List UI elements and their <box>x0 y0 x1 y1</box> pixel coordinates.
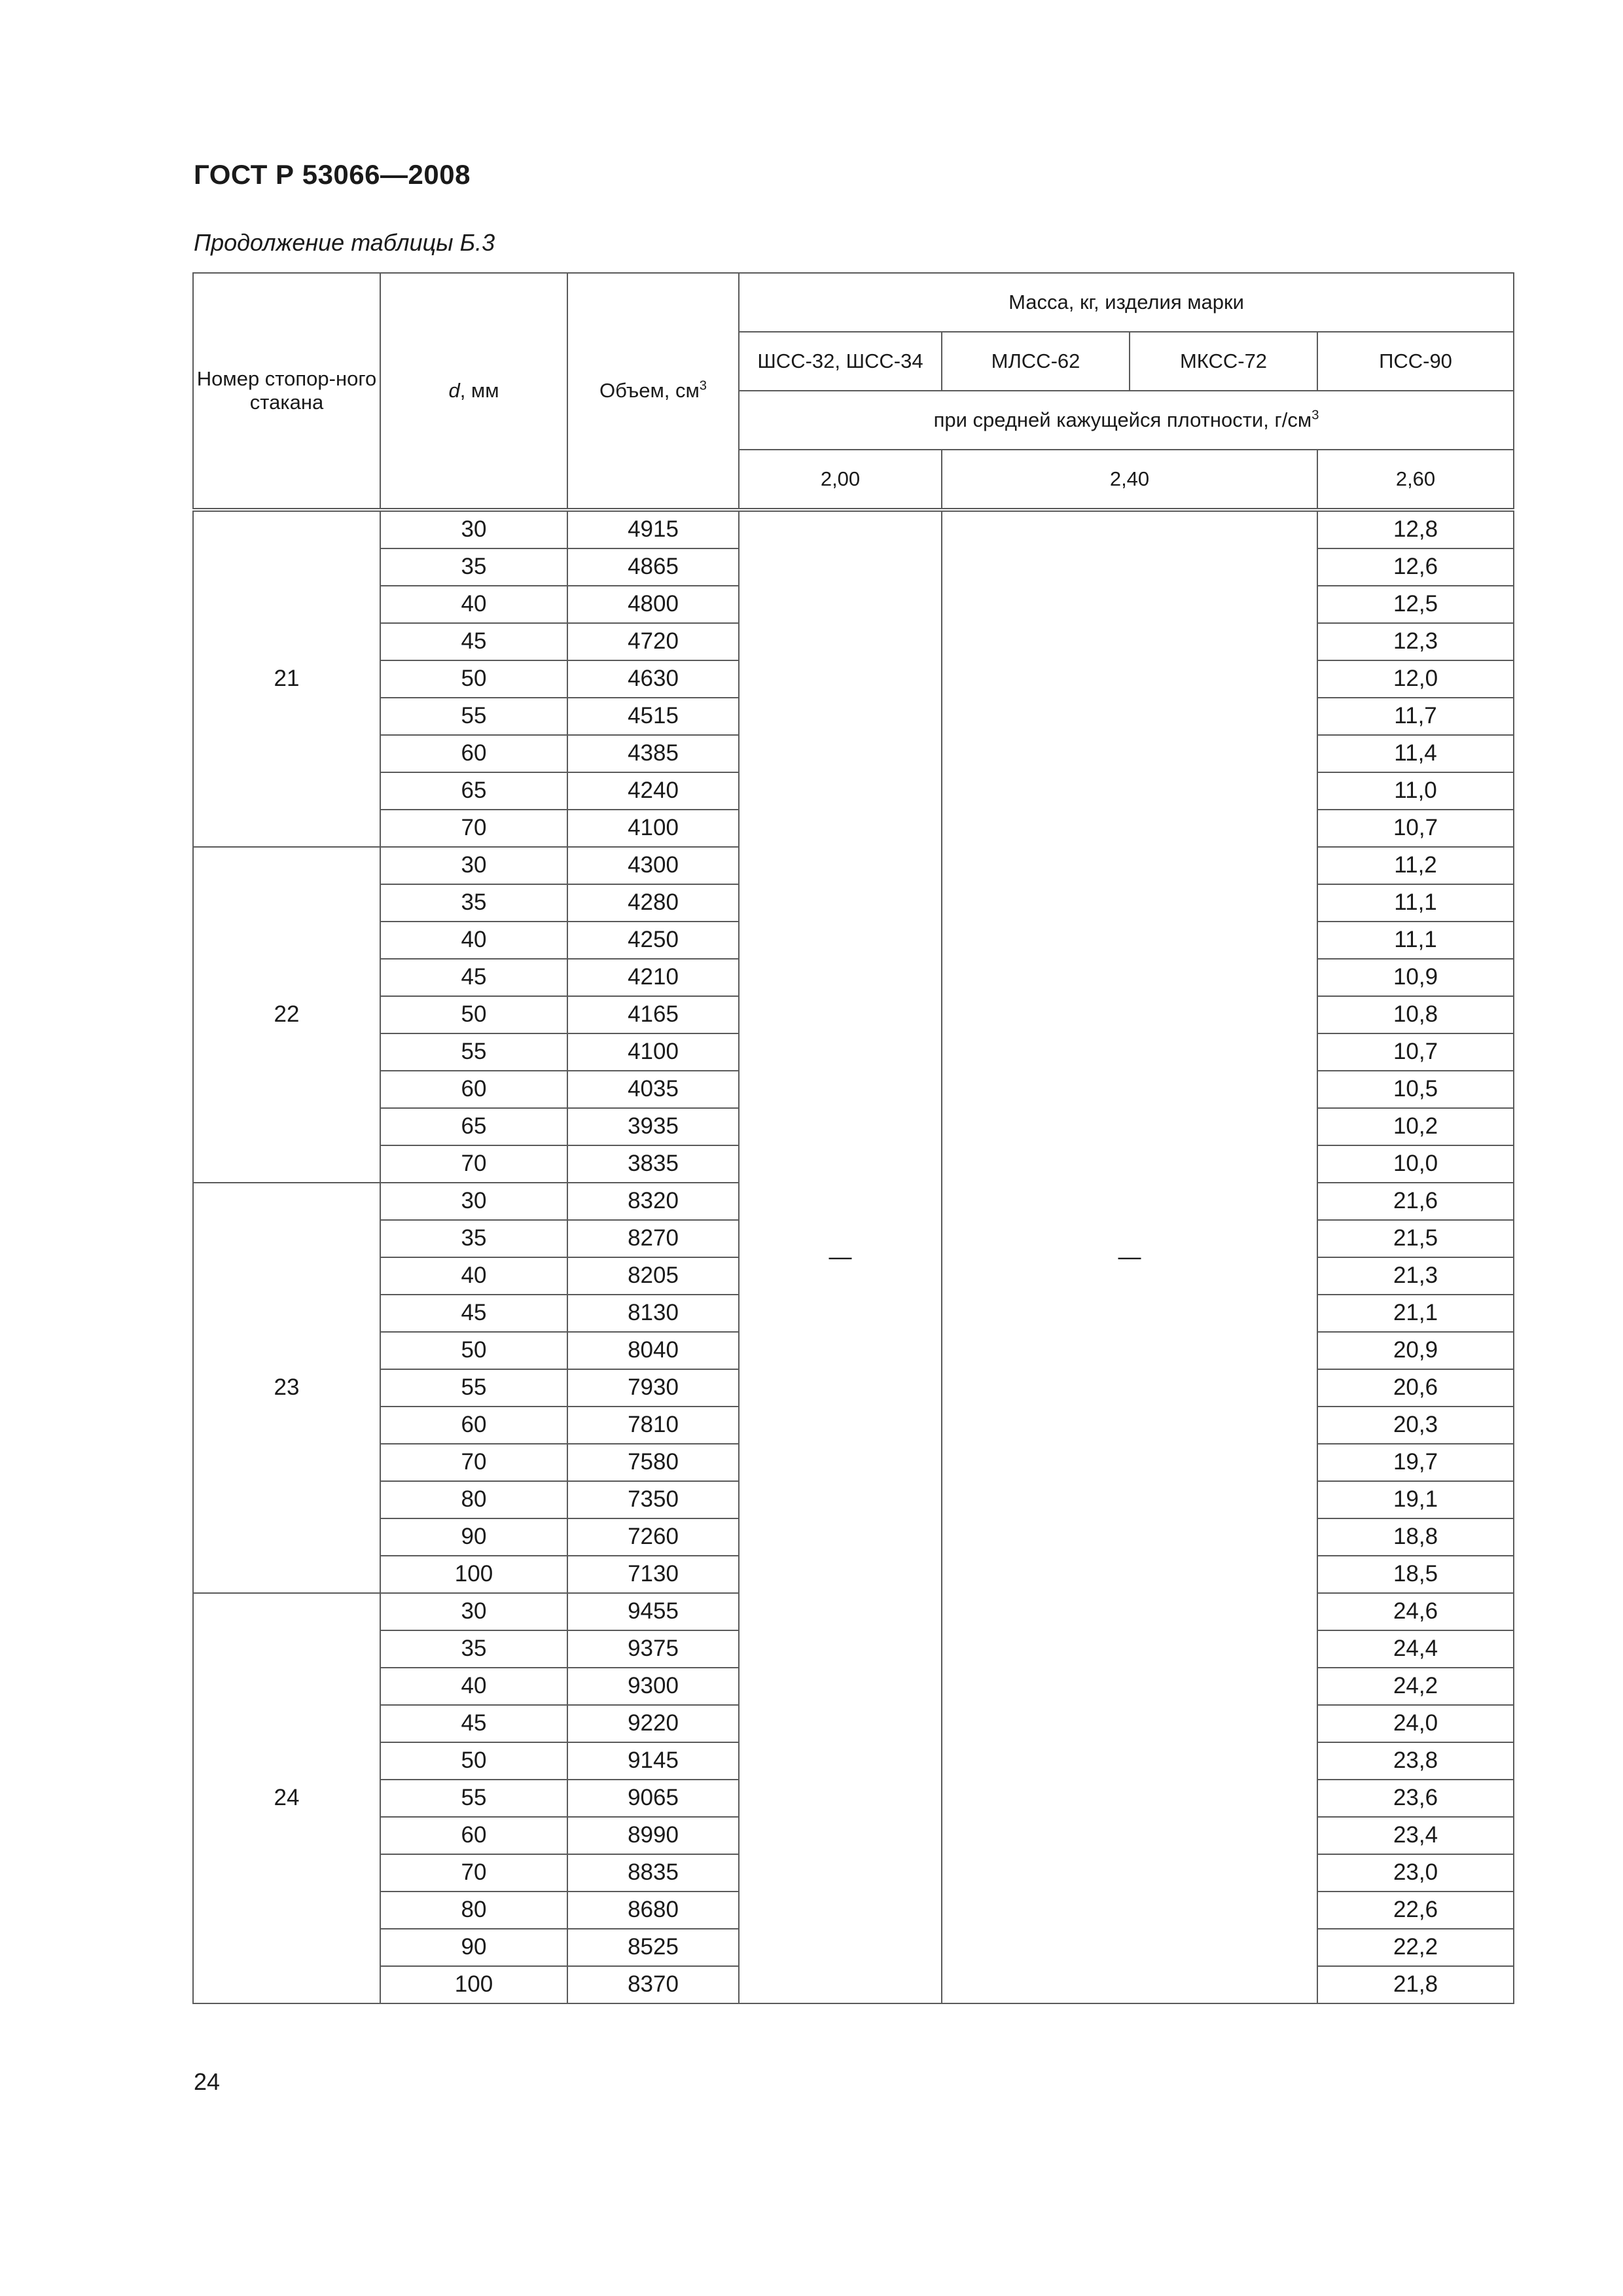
mass-pss-cell: 18,5 <box>1317 1556 1514 1593</box>
d-cell: 60 <box>380 1817 567 1854</box>
table-row <box>193 510 1514 548</box>
mass-pss-cell: 24,2 <box>1317 1668 1514 1705</box>
mass-pss-cell: 22,6 <box>1317 1892 1514 1929</box>
mass-pss-cell: 10,7 <box>1317 1033 1514 1071</box>
d-cell: 35 <box>380 884 567 922</box>
d-cell: 100 <box>380 1556 567 1593</box>
mass-pss-cell: 10,2 <box>1317 1108 1514 1145</box>
d-cell: 30 <box>380 847 567 884</box>
d-cell: 100 <box>380 1966 567 2003</box>
stopper-number-cell: 22 <box>193 847 380 1183</box>
volume-cell: 8130 <box>567 1295 739 1332</box>
mass-pss-cell: 21,3 <box>1317 1257 1514 1295</box>
d-cell: 40 <box>380 922 567 959</box>
d-cell: 90 <box>380 1929 567 1966</box>
mass-pss-cell: 20,3 <box>1317 1407 1514 1444</box>
d-cell: 60 <box>380 1407 567 1444</box>
header-d-mm <box>380 273 567 510</box>
volume-cell: 4630 <box>567 660 739 698</box>
d-cell: 35 <box>380 1630 567 1668</box>
volume-cell: 8680 <box>567 1892 739 1929</box>
volume-cell: 9455 <box>567 1593 739 1630</box>
d-cell: 45 <box>380 623 567 660</box>
d-cell: 65 <box>380 1108 567 1145</box>
header-density-2-40: 2,40 <box>942 450 1317 510</box>
mass-pss-cell: 20,9 <box>1317 1332 1514 1369</box>
volume-cell: 8990 <box>567 1817 739 1854</box>
volume-cell: 8320 <box>567 1183 739 1220</box>
d-cell: 45 <box>380 1295 567 1332</box>
volume-cell: 4250 <box>567 922 739 959</box>
volume-cell: 9300 <box>567 1668 739 1705</box>
volume-cell: 4100 <box>567 810 739 847</box>
mass-pss-cell: 11,7 <box>1317 698 1514 735</box>
volume-cell: 3835 <box>567 1145 739 1183</box>
volume-cell: 4915 <box>567 510 739 548</box>
mass-pss-cell: 18,8 <box>1317 1518 1514 1556</box>
d-cell: 70 <box>380 1444 567 1481</box>
mass-pss-cell: 21,5 <box>1317 1220 1514 1257</box>
header-brand-shss: ШСС-32, ШСС-34 <box>739 332 942 391</box>
mass-pss-cell: 23,4 <box>1317 1817 1514 1854</box>
d-cell: 50 <box>380 660 567 698</box>
mass-pss-cell: 24,6 <box>1317 1593 1514 1630</box>
mass-pss-cell: 12,8 <box>1317 510 1514 548</box>
volume-cell: 4165 <box>567 996 739 1033</box>
header-volume-sup: 3 <box>699 378 707 393</box>
d-cell: 35 <box>380 548 567 586</box>
mass-pss-cell: 10,0 <box>1317 1145 1514 1183</box>
mass-pss-cell: 22,2 <box>1317 1929 1514 1966</box>
d-cell: 40 <box>380 586 567 623</box>
d-cell: 45 <box>380 1705 567 1742</box>
header-volume <box>567 273 739 510</box>
d-cell: 50 <box>380 996 567 1033</box>
mass-pss-cell: 11,2 <box>1317 847 1514 884</box>
volume-cell: 4210 <box>567 959 739 996</box>
volume-cell: 4240 <box>567 772 739 810</box>
d-cell: 30 <box>380 1183 567 1220</box>
header-density-2-60: 2,60 <box>1317 450 1514 510</box>
d-cell: 65 <box>380 772 567 810</box>
mass-pss-cell: 11,1 <box>1317 922 1514 959</box>
d-cell: 30 <box>380 510 567 548</box>
d-cell: 40 <box>380 1257 567 1295</box>
header-brand-mlss: МЛСС-62 <box>942 332 1130 391</box>
d-cell: 50 <box>380 1742 567 1780</box>
d-cell: 90 <box>380 1518 567 1556</box>
mass-pss-cell: 21,6 <box>1317 1183 1514 1220</box>
mass-pss-cell: 10,7 <box>1317 810 1514 847</box>
header-mass: Масса, кг, изделия марки <box>739 273 1514 332</box>
table-body <box>193 510 1514 2003</box>
volume-cell: 4515 <box>567 698 739 735</box>
volume-cell: 4800 <box>567 586 739 623</box>
volume-cell: 7350 <box>567 1481 739 1518</box>
mass-pss-cell: 19,1 <box>1317 1481 1514 1518</box>
volume-cell: 4035 <box>567 1071 739 1108</box>
volume-cell: 4300 <box>567 847 739 884</box>
d-cell: 70 <box>380 1145 567 1183</box>
header-d-letter: d <box>448 379 460 403</box>
d-cell: 55 <box>380 698 567 735</box>
mass-pss-cell: 11,4 <box>1317 735 1514 772</box>
mass-pss-cell: 23,0 <box>1317 1854 1514 1892</box>
volume-cell: 4720 <box>567 623 739 660</box>
volume-cell: 8040 <box>567 1332 739 1369</box>
d-cell: 55 <box>380 1033 567 1071</box>
volume-cell: 7130 <box>567 1556 739 1593</box>
mass-table <box>192 272 1514 2004</box>
mass-pss-cell: 23,6 <box>1317 1780 1514 1817</box>
header-density-2-00: 2,00 <box>739 450 942 510</box>
d-cell: 55 <box>380 1780 567 1817</box>
mass-pss-cell: 10,5 <box>1317 1071 1514 1108</box>
volume-cell: 8525 <box>567 1929 739 1966</box>
mass-pss-cell: 12,3 <box>1317 623 1514 660</box>
volume-cell: 7260 <box>567 1518 739 1556</box>
volume-cell: 4865 <box>567 548 739 586</box>
stopper-number-cell: 23 <box>193 1183 380 1593</box>
mass-pss-cell: 11,0 <box>1317 772 1514 810</box>
d-cell: 55 <box>380 1369 567 1407</box>
mass-pss-cell: 10,9 <box>1317 959 1514 996</box>
d-cell: 60 <box>380 735 567 772</box>
volume-cell: 8270 <box>567 1220 739 1257</box>
mass-pss-cell: 12,6 <box>1317 548 1514 586</box>
d-cell: 30 <box>380 1593 567 1630</box>
d-cell: 35 <box>380 1220 567 1257</box>
volume-cell: 9375 <box>567 1630 739 1668</box>
stopper-number-cell: 21 <box>193 510 380 847</box>
mass-pss-cell: 12,0 <box>1317 660 1514 698</box>
volume-cell: 3935 <box>567 1108 739 1145</box>
volume-cell: 8835 <box>567 1854 739 1892</box>
d-cell: 70 <box>380 810 567 847</box>
volume-cell: 9145 <box>567 1742 739 1780</box>
mass-pss-cell: 21,1 <box>1317 1295 1514 1332</box>
mass-mlss-mkss-dash-cell: — <box>942 510 1317 2003</box>
header-brand-pss: ПСС-90 <box>1317 332 1514 391</box>
volume-cell: 4100 <box>567 1033 739 1071</box>
volume-cell: 4280 <box>567 884 739 922</box>
volume-cell: 8205 <box>567 1257 739 1295</box>
header-brand-mkss: МКСС-72 <box>1130 332 1317 391</box>
mass-pss-cell: 23,8 <box>1317 1742 1514 1780</box>
document-code: ГОСТ Р 53066—2008 <box>194 159 471 190</box>
stopper-number-cell: 24 <box>193 1593 380 2003</box>
header-density-label: при средней кажущейся плотности, г/см <box>933 408 1312 432</box>
volume-cell: 7580 <box>567 1444 739 1481</box>
volume-cell: 4385 <box>567 735 739 772</box>
mass-pss-cell: 24,4 <box>1317 1630 1514 1668</box>
header-density <box>739 391 1514 450</box>
page-number: 24 <box>194 2068 221 2095</box>
header-volume-label: Объем, см <box>599 379 700 403</box>
header-d-unit: , мм <box>459 379 499 403</box>
header-density-sup: 3 <box>1311 408 1319 423</box>
mass-pss-cell: 20,6 <box>1317 1369 1514 1407</box>
d-cell: 70 <box>380 1854 567 1892</box>
d-cell: 50 <box>380 1332 567 1369</box>
mass-pss-cell: 24,0 <box>1317 1705 1514 1742</box>
table-caption: Продолжение таблицы Б.3 <box>194 229 495 256</box>
mass-pss-cell: 12,5 <box>1317 586 1514 623</box>
mass-pss-cell: 19,7 <box>1317 1444 1514 1481</box>
volume-cell: 9065 <box>567 1780 739 1817</box>
volume-cell: 7930 <box>567 1369 739 1407</box>
mass-pss-cell: 11,1 <box>1317 884 1514 922</box>
mass-pss-cell: 10,8 <box>1317 996 1514 1033</box>
d-cell: 60 <box>380 1071 567 1108</box>
d-cell: 45 <box>380 959 567 996</box>
mass-shss-dash-cell: — <box>739 510 942 2003</box>
mass-pss-cell: 21,8 <box>1317 1966 1514 2003</box>
volume-cell: 8370 <box>567 1966 739 2003</box>
d-cell: 40 <box>380 1668 567 1705</box>
volume-cell: 7810 <box>567 1407 739 1444</box>
header-stopper-number: Номер стопор-ного стакана <box>193 273 380 510</box>
volume-cell: 9220 <box>567 1705 739 1742</box>
d-cell: 80 <box>380 1892 567 1929</box>
d-cell: 80 <box>380 1481 567 1518</box>
